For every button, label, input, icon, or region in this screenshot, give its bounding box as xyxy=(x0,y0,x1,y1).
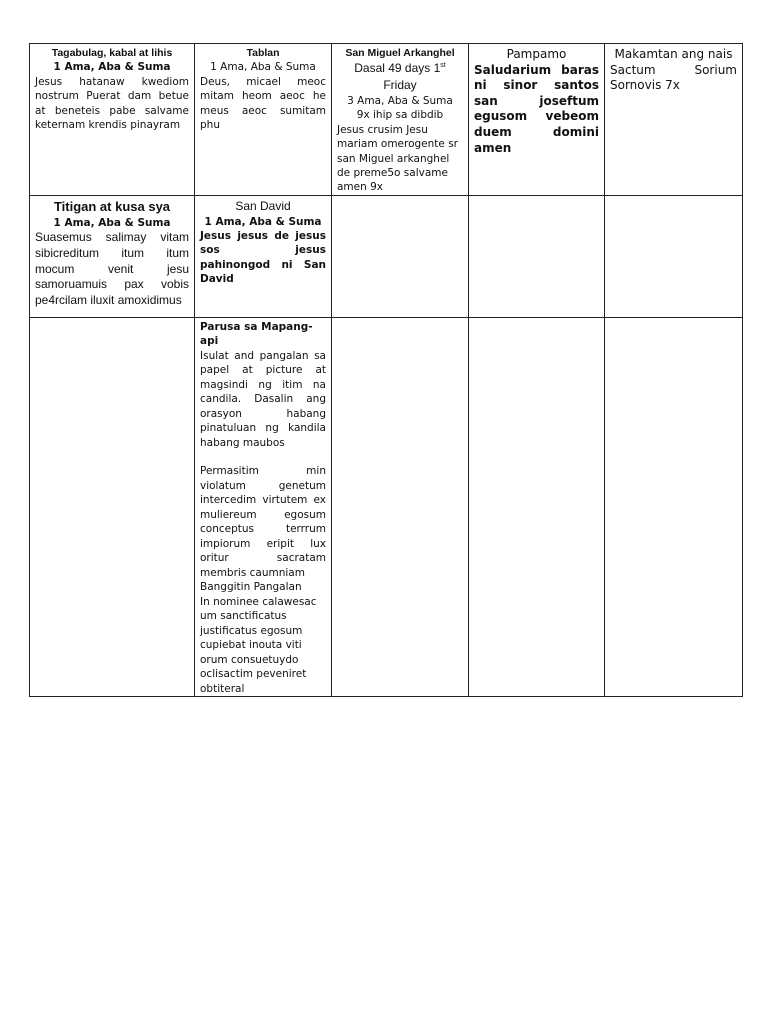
cell-title: Makamtan ang nais xyxy=(614,47,733,61)
table-row xyxy=(30,44,743,196)
cell-empty xyxy=(469,195,605,317)
cell-empty xyxy=(332,317,469,696)
cell-title: Parusa sa Mapang-api xyxy=(200,320,313,348)
cell-name-line: Banggitin Pangalan xyxy=(200,581,302,594)
cell-text: Jesus hatanaw kwediom nostrum Puerat dam betue at beneteis pabe salvame keternam krendis pinayram xyxy=(35,75,189,132)
cell-title: San David xyxy=(235,198,291,213)
cell-tablan xyxy=(195,44,332,196)
spacer xyxy=(200,450,326,464)
table-row xyxy=(30,195,743,317)
cell-text: Jesus crusim Jesu mariam omerogente sr san Miguel arkanghel de preme5o salvame amen 9x xyxy=(337,123,459,194)
cell-closing: In nominee calawesac um sanctificatus justificatus egosum cupiebat inouta viti orum consuetuydo oclisactim peveniret obtiteral xyxy=(200,595,317,695)
cell-title: Titigan at kusa sya xyxy=(53,198,171,214)
cell-text: Jesus jesus de jesus sos jesus pahinongod ni San David xyxy=(200,230,326,286)
cell-prayer-text: Permasitim min violatum genetum intercedim virtutem ex muliereum egosum conceptus terrrum impiorum eripit lux oritur sacratam membris caumniam xyxy=(200,465,326,579)
table-row xyxy=(30,317,743,696)
cell-san-david xyxy=(195,195,332,317)
cell-prayer: 1 Ama, Aba & Suma xyxy=(53,216,171,229)
cell-text: Saludarium baras ni sinor santos san joseftum egusom vebeom duem domini amen xyxy=(474,62,599,155)
cell-title: San Miguel Arkanghel xyxy=(345,47,455,59)
cell-prayer: 1 Ama, Aba & Suma xyxy=(210,61,316,74)
cell-empty xyxy=(605,317,743,696)
cell-text: Sactum Sorium Sornovis 7x xyxy=(610,62,737,93)
cell-empty xyxy=(332,195,469,317)
cell-pampamo xyxy=(469,44,605,196)
cell-prayer: 1 Ama, Aba & Suma xyxy=(204,215,322,228)
cell-title: Tablan xyxy=(246,47,280,59)
cell-title: Pampamo xyxy=(506,47,567,61)
cell-text: Suasemus salimay vitam sibicreditum itum itum mocum venit jesu samoruamuis pax vobis pe4rcilam iluxit amoxidimus xyxy=(35,230,189,307)
cell-title: Tagabulag, kabal at lihis xyxy=(51,47,173,59)
cell-empty xyxy=(605,195,743,317)
cell-san-miguel xyxy=(332,44,469,196)
cell-prayer: 3 Ama, Aba & Suma xyxy=(347,94,453,107)
cell-note: 9x ihip sa dibdib xyxy=(356,109,444,122)
cell-prayer: 1 Ama, Aba & Suma xyxy=(53,61,171,74)
cell-days-line: Dasal 49 days 1st Friday xyxy=(354,61,446,93)
cell-text: Deus, micael meoc mitam heom aeoc he meus aeoc sumitam phu xyxy=(200,75,326,132)
cell-parusa xyxy=(195,317,332,696)
cell-instructions: Isulat and pangalan sa papel at picture at magsindi ng itim na candila. Dasalin ang orasyon habang pinatuluan ng kandila habang maubos xyxy=(200,349,326,449)
cell-empty xyxy=(469,317,605,696)
cell-titigan xyxy=(30,195,195,317)
cell-tagabulag xyxy=(30,44,195,196)
charm-table xyxy=(29,43,743,697)
cell-makamtan xyxy=(605,44,743,196)
cell-empty xyxy=(30,317,195,696)
